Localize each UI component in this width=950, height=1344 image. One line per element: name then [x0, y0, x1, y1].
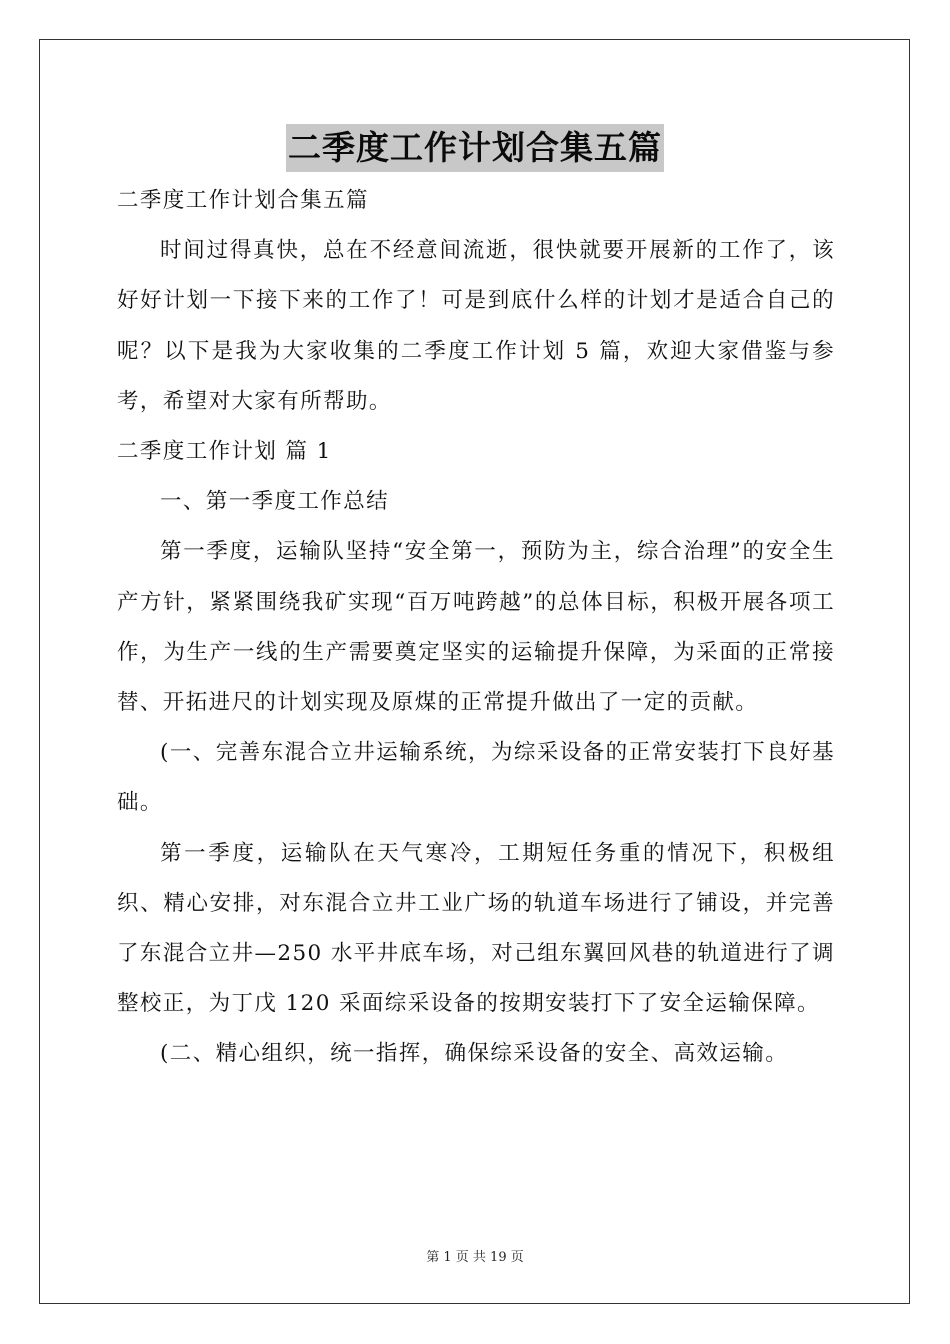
- subsection-heading: 一、第一季度工作总结: [160, 489, 390, 515]
- title-container: [0, 124, 950, 172]
- page-number-footer: 第 1 页 共 19 页: [426, 1250, 524, 1265]
- paragraph: 二季度工作计划合集五篇: [117, 188, 369, 213]
- paragraph: 时间过得真快，总在不经意间流逝，很快就要开展新的工作了，该好好计划一下接下来的工作了！可是到底什么样的计划才是适合自己的呢？以下是我为大家收集的二季度工作计划 5 篇，欢迎大家借鉴与参考，希望对大家有所帮助。: [117, 238, 835, 414]
- document-body: [117, 176, 835, 1080]
- paragraph: (二、精心组织，统一指挥，确保综采设备的安全、高效运输。: [160, 1041, 789, 1067]
- section-heading: 二季度工作计划 篇 1: [117, 439, 332, 465]
- paragraph: 第一季度，运输队在天气寒冷，工期短任务重的情况下，积极组织、精心安排，对东混合立井工业广场的轨道车场进行了铺设，并完善了东混合立井—250 水平井底车场，对己组东翼回风巷的轨道进行了调整校正，为丁戊 120 采面综采设备的按期安装打下了安全运输保障。: [117, 840, 835, 1017]
- paragraph: 第一季度，运输队坚持“安全第一，预防为主，综合治理”的安全生产方针，紧紧围绕我矿实现“百万吨跨越”的总体目标，积极开展各项工作，为生产一线的生产需要奠定坚实的运输提升保障，为采面的正常接替、开拓进尺的计划实现及原煤的正常提升做出了一定的贡献。: [117, 539, 835, 716]
- paragraph: (一、完善东混合立井运输系统，为综采设备的正常安装打下良好基础。: [117, 740, 835, 816]
- document-title: 二季度工作计划合集五篇: [286, 124, 664, 172]
